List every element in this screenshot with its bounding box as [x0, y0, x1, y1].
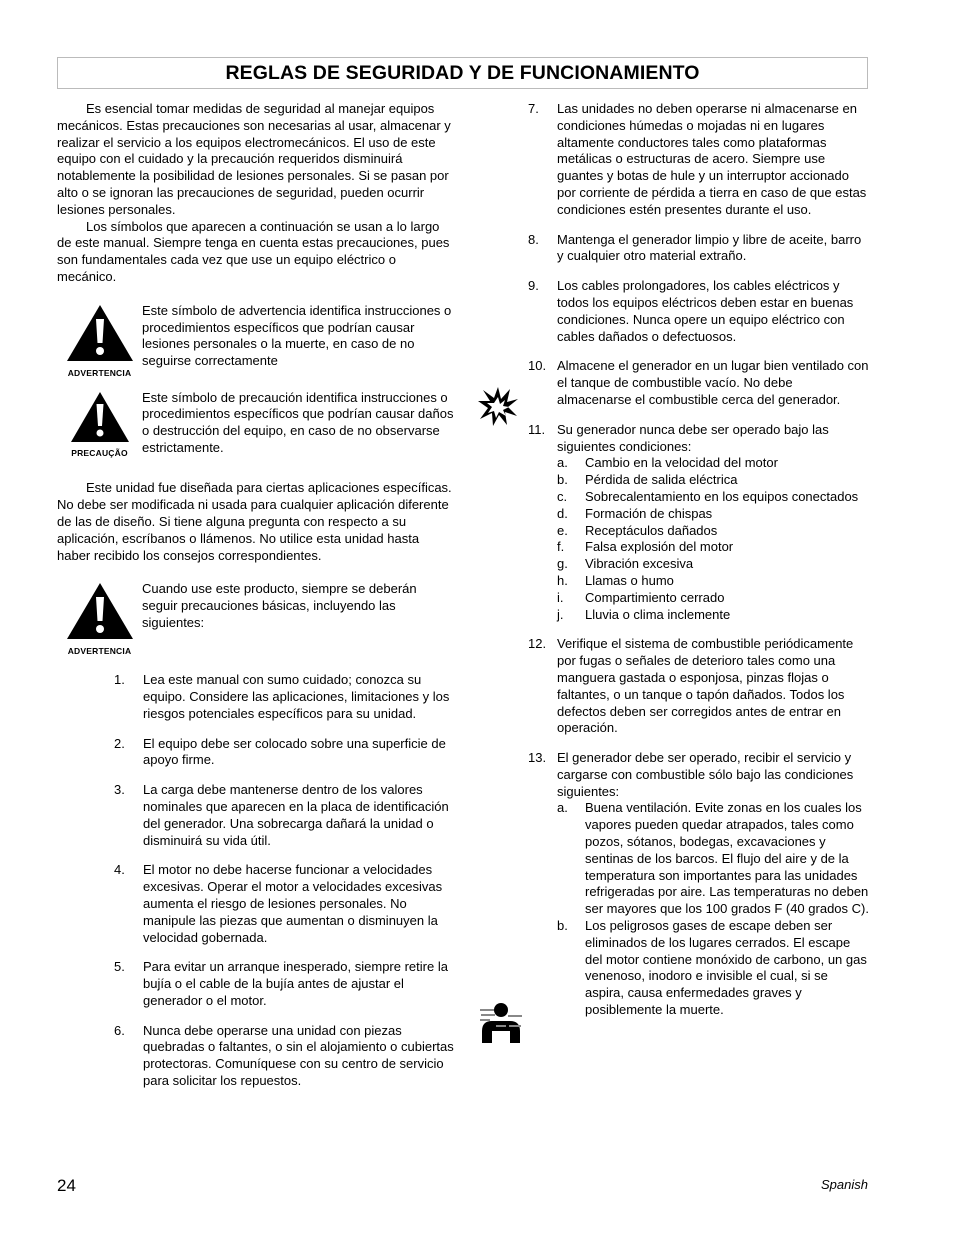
list-item: 3. La carga debe mantenerse dentro de los valores nominales que aparecen en la placa de identificación del generador. Una sobrecarga dañará la unidad o disminuirá su vida útil. — [114, 782, 449, 848]
sub-item: b. Los peligrosos gases de escape deben ser eliminados de los lugares cerrados. El escape del motor contiene monóxido de carbono, un gas venenoso, inodoro e invisible el cual, si se aspira, causa enfermedades graves y posiblemente la muerte. — [557, 918, 867, 1018]
list-item: 1. Lea este manual con sumo cuidado; conozca su equipo. Considere las aplicaciones, limitaciones y los riesgos potenciales específicos para su unidad. — [114, 672, 450, 721]
list-item: 8. Mantenga el generador limpio y libre de aceite, barro y cualquier otro material extraño. — [528, 231, 862, 264]
list-item: 7. Las unidades no deben operarse ni almacenarse en condiciones húmedas o mojadas ni en lugares altamente conductores tales como plataformas metálicas o estructuras de acero. Siempre use guantes y botas de hule y un interruptor accionado por corriente de pérdida a tierra en caso de que estas condiciones estén presentes durante el uso. — [528, 101, 867, 217]
warning-description: Este símbolo de advertencia identifica instrucciones o procedimientos específicos que podrían causar lesiones personales o la muerte, en caso de no seguirse correctamente — [142, 302, 452, 369]
sub-item: c. Sobrecalentamiento en los equipos conectados — [557, 488, 859, 504]
sub-item: b. Pérdida de salida eléctrica — [557, 472, 738, 488]
basic-warning-block — [57, 581, 455, 656]
warning-triangle-icon — [65, 303, 135, 363]
rules-list-left — [114, 672, 455, 1090]
intro-paragraph-1: Es esencial tomar medidas de seguridad al manejar equipos mecánicos. Estas precauciones son necesarias al usar, almacenar y realizar el servicio a los equipos electromecánicos. El uso de este equipo con el cuidado y la precaución requeridos disminuirá notablemente la posibilidad de lesiones personales. Si se pasan por alto o se ignoran las precauciones de seguridad, pueden ocurrir lesiones personales. — [57, 101, 451, 217]
design-note: Este unidad fue diseñada para ciertas aplicaciones específicas. No debe ser modificada ni usada para cualquier aplicación diferente de las de diseño. Si tiene alguna pregunta con respecto a su aplicación, escríbanos o llámenos. No utilice esta unidad hasta haber recibido los consejos correspondientes. — [57, 480, 452, 563]
sub-item: a. Buena ventilación. Evite zonas en los cuales los vapores pueden quedar atrapados, tales como pozos, sótanos, bodegas, excavaciones y sentinas de los barcos. El flujo del aire y de la temperatura son importantes para las unidades refrigeradas por aire. Las temperaturas no deben ser mayores que los 100 grados F (40 grados C). — [557, 800, 869, 917]
list-item: 10. Almacene el generador en un lugar bien ventilado con el tanque de combustible vacío. No debe almacenarse el combustible cerca del generador. — [528, 358, 869, 407]
caution-description: Este símbolo de precaución identifica instrucciones o procedimientos específicos que podrían causar daños o destrucción del equipo, en caso de no observarse estrictamente. — [142, 389, 454, 455]
list-item: 2. El equipo debe ser colocado sobre una superficie de apoyo firme. — [114, 735, 446, 768]
warning-triangle-icon — [65, 581, 135, 641]
caution-symbol-block — [57, 390, 455, 459]
sub-item: a. Cambio en la velocidad del motor — [557, 455, 778, 471]
caution-caption: PRECAUÇÃO — [71, 448, 128, 459]
list-item: 9. Los cables prolongadores, los cables eléctricos y todos los equipos eléctricos deben estar en buenas condiciones. Nunca opere un equipo eléctrico con cables dañados o defectuosos. — [528, 278, 854, 344]
sub-item: e. Receptáculos dañados — [557, 522, 718, 538]
list-item: 4. El motor no debe hacerse funcionar a velocidades excesivas. Operar el motor a velocidades excesivas aumenta el riesgo de lesiones personales. No manipule las piezas que aumentan o disminuyen la velocidad gobernada. — [114, 862, 443, 945]
basic-warning-symbol — [57, 581, 142, 656]
sub-item: j. Lluvia o clima inclemente — [557, 606, 731, 622]
list-item: 6. Nunca debe operarse una unidad con piezas quebradas o faltantes, o sin el alojamiento o cubiertas protectoras. Comuníquese con su centro de servicio para solicitar los repuestos. — [114, 1022, 454, 1089]
basic-warning-caption: ADVERTENCIA — [67, 646, 132, 657]
basic-warning-text: Cuando use este producto, siempre se deberán seguir precauciones básicas, incluyendo las siguientes: — [142, 581, 417, 630]
list-item: 11. Su generador nunca debe ser operado bajo las siguientes condiciones: a. Cambio en la velocidad del motor b. Pérdida de salida eléctrica c. Sobrecalentamiento en los equipos conectados d. Formación de chispas e. Receptáculos dañados f. Falsa explosión del motor g. Vibración excesiva h. Llamas o humo i. Compartimiento cerrado j. Lluvia o clima inclemente — [528, 422, 870, 624]
sub-item: d. Formación de chispas — [557, 505, 713, 521]
intro-paragraph-2: Los símbolos que aparecen a continuación se usan a lo largo de este manual. Siempre tenga en cuenta estas precauciones, pues son fundamentales cada vez que use un equipo eléctrico o mecánico. — [57, 218, 450, 284]
sub-item: g. Vibración excesiva — [557, 556, 694, 572]
toxic-fumes-icon — [478, 1001, 524, 1045]
page-number: 24 — [57, 1176, 76, 1195]
sub-item: i. Compartimiento cerrado — [557, 589, 725, 605]
title-banner — [57, 57, 868, 89]
caution-triangle-icon — [69, 390, 131, 444]
sub-item: f. Falsa explosión del motor — [557, 539, 734, 555]
sub-item: h. Llamas o humo — [557, 572, 674, 588]
warning-caption: ADVERTENCIA — [67, 367, 132, 378]
footer-language: Spanish — [821, 1177, 868, 1192]
list-item: 5. Para evitar un arranque inesperado, siempre retire la bujía o el cable de la bujía antes de ajustar el generador o el motor. — [114, 959, 448, 1008]
left-column — [57, 101, 455, 1103]
list-item: 12. Verifique el sistema de combustible periódicamente por fugas o señales de deterioro tales como una manguera gastada o esponjosa, pinzas flojas o faltantes, o un tanque o tapón dañados. Todos los defectos deben ser corregidos antes de entrar en operación. — [528, 636, 854, 736]
warning-symbol-block — [57, 303, 455, 378]
explosion-hazard-icon — [477, 385, 519, 427]
page-title: REGLAS DE SEGURIDAD Y DE FUNCIONAMIENTO — [225, 62, 700, 84]
warning-symbol — [57, 303, 142, 378]
right-column — [528, 101, 870, 1032]
caution-symbol — [57, 390, 142, 459]
list-item: 13. El generador debe ser operado, recibir el servicio y cargarse con combustible sólo bajo las condiciones siguientes: a. Buena ventilación. Evite zonas en los cuales los vapores pueden quedar atrapados, tales como pozos, sótanos, bodegas, excavaciones y sentinas de los barcos. El flujo del aire y de la temperatura son importantes para las unidades refrigeradas por aire. Las temperaturas no deben ser mayores que los 100 grados F (40 grados C). b. Los peligrosos gases de escape deben ser eliminados de los lugares cerrados. El escape del motor contiene monóxido de carbono, un gas venenoso, inodoro e invisible el cual, si se aspira, causa enfermedades graves y posiblemente la muerte. — [528, 750, 869, 1018]
